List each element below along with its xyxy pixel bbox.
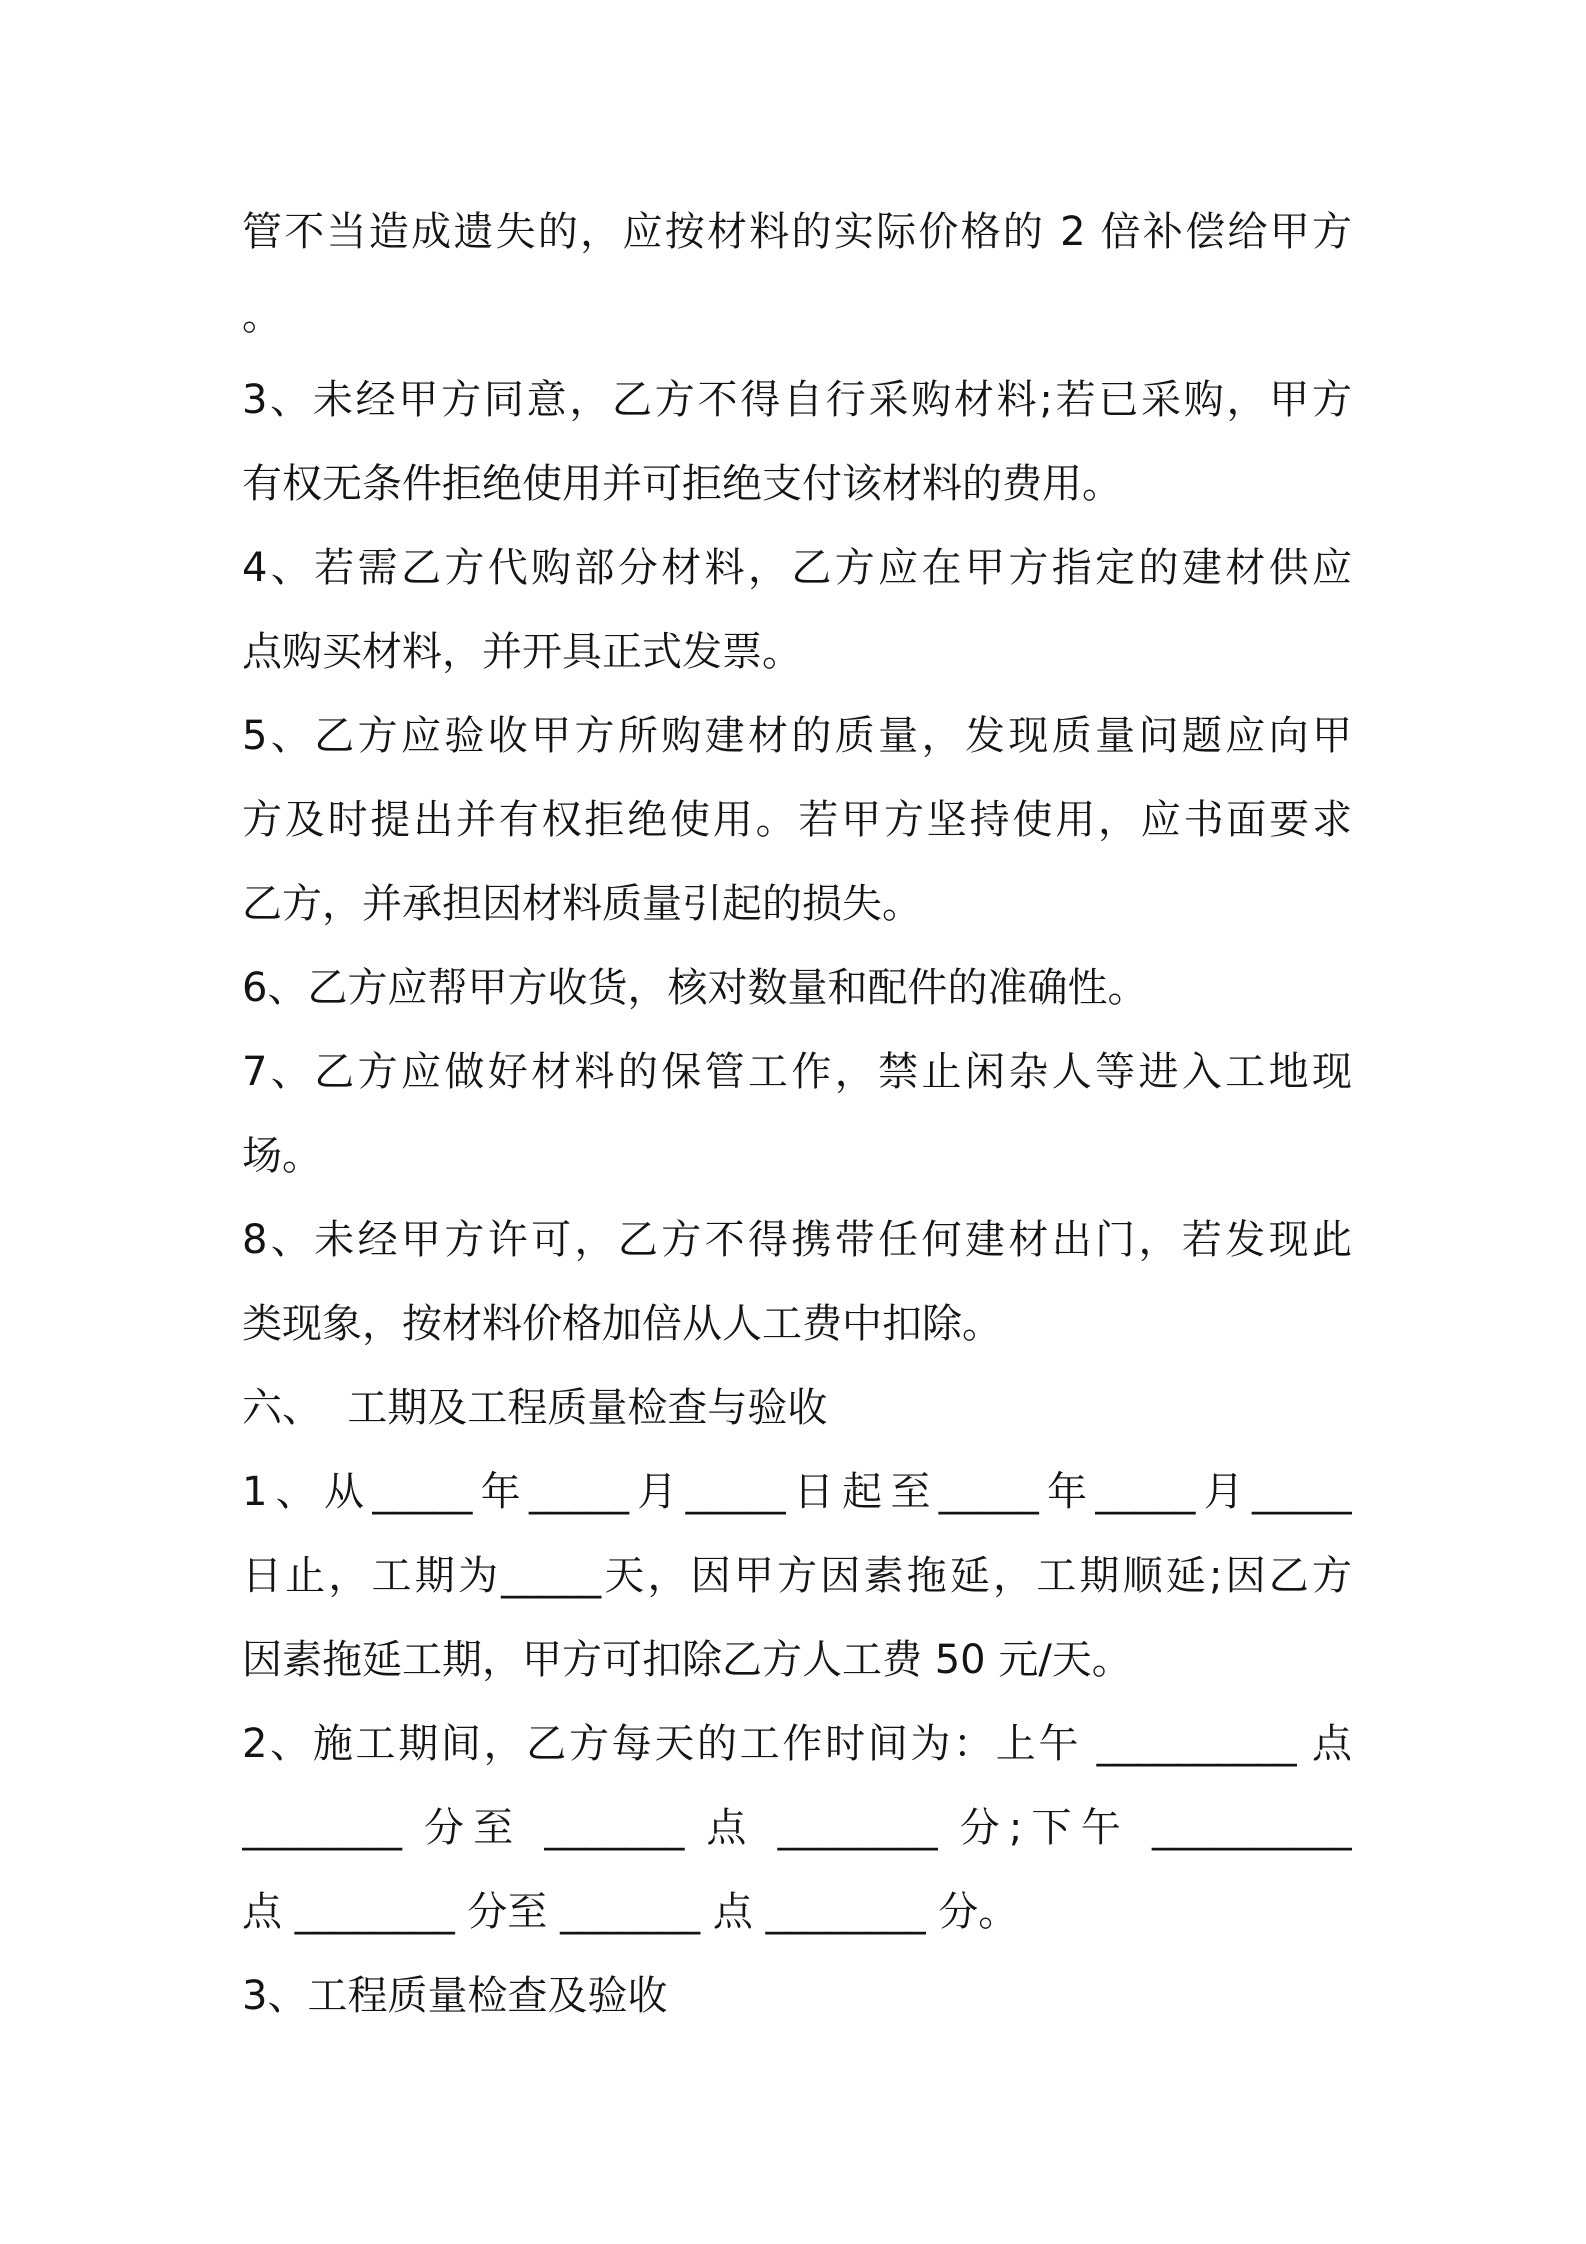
text-line: 因素拖延工期，甲方可扣除乙方人工费 50 元/天。 bbox=[242, 1637, 1132, 1683]
text-line: 点购买材料，并开具正式发票。 bbox=[242, 629, 802, 675]
text-line: 点 ________ 分至 _______ 点 ________ 分。 bbox=[242, 1889, 1019, 1935]
text-line: 8、未经甲方许可，乙方不得携带任何建材出门，若发现此 bbox=[242, 1217, 1352, 1263]
text-line: 2、施工期间，乙方每天的工作时间为：上午 __________ 点 bbox=[242, 1721, 1352, 1767]
text-line: 管不当造成遗失的，应按材料的实际价格的 2 倍补偿给甲方 bbox=[242, 209, 1352, 255]
document-body bbox=[242, 190, 1352, 2038]
text-line: 。 bbox=[242, 293, 282, 339]
text-line: 日止，工期为_____天，因甲方因素拖延，工期顺延;因乙方 bbox=[242, 1553, 1352, 1599]
text-line: 方及时提出并有权拒绝使用。若甲方坚持使用，应书面要求 bbox=[242, 797, 1352, 843]
text-line: 7、乙方应做好材料的保管工作，禁止闲杂人等进入工地现 bbox=[242, 1049, 1352, 1095]
text-line: 3、工程质量检查及验收 bbox=[242, 1973, 668, 2019]
text-line: 类现象，按材料价格加倍从人工费中扣除。 bbox=[242, 1301, 1002, 1347]
text-line: 乙方，并承担因材料质量引起的损失。 bbox=[242, 881, 922, 927]
text-line: ________ 分至 _______ 点 ________ 分;下午 __________ bbox=[242, 1805, 1352, 1851]
text-line: 六、 工期及工程质量检查与验收 bbox=[242, 1385, 828, 1431]
text-line: 6、乙方应帮甲方收货，核对数量和配件的准确性。 bbox=[242, 965, 1148, 1011]
text-line: 5、乙方应验收甲方所购建材的质量，发现质量问题应向甲 bbox=[242, 713, 1352, 759]
text-line: 场。 bbox=[242, 1133, 322, 1179]
text-line: 有权无条件拒绝使用并可拒绝支付该材料的费用。 bbox=[242, 461, 1122, 507]
text-line: 1、从_____年_____月_____日起至_____年_____月_____ bbox=[242, 1469, 1352, 1515]
text-line: 3、未经甲方同意，乙方不得自行采购材料;若已采购，甲方 bbox=[242, 377, 1352, 423]
text-line: 4、若需乙方代购部分材料，乙方应在甲方指定的建材供应 bbox=[242, 545, 1352, 591]
